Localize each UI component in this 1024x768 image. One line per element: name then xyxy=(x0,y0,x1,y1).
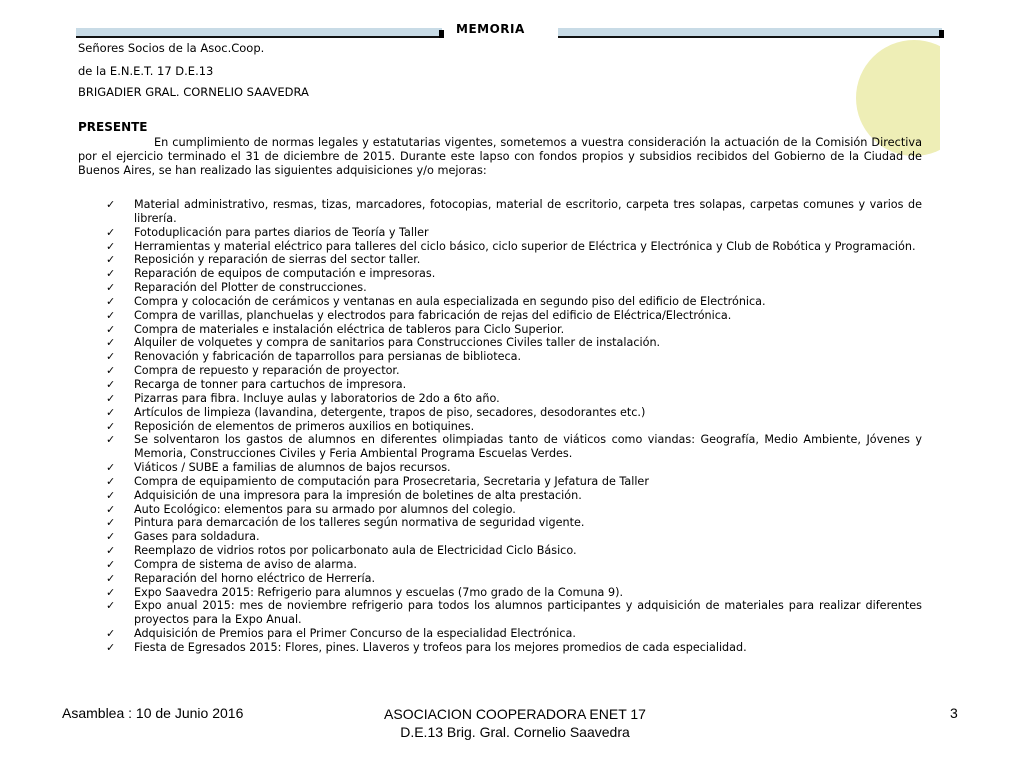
footer-assembly-date: Asamblea : 10 de Junio 2016 xyxy=(62,705,244,721)
check-icon: ✓ xyxy=(106,641,116,654)
list-item: ✓ Pizarras para fibra. Incluye aulas y laboratorios de 2do a 6to año. xyxy=(106,391,500,405)
footer-organization xyxy=(350,705,680,741)
list-item: ✓ Compra de equipamiento de computación para Prosecretaria, Secretaria y Jefatura de Taller xyxy=(106,474,649,488)
list-item: ✓ Reparación del Plotter de construcciones. xyxy=(106,281,367,295)
check-icon: ✓ xyxy=(106,585,116,599)
list-item: ✓ Compra de repuesto y reparación de proyector. xyxy=(106,364,400,378)
check-icon: ✓ xyxy=(106,225,116,239)
list-item: ✓ Material administrativo, resmas, tizas, marcadores, fotocopias, material de escritorio, carpeta tres solapas, carpetas comunes y varios de librería. xyxy=(106,198,922,225)
check-icon: ✓ xyxy=(106,544,116,558)
list-item: ✓ Viáticos / SUBE a familias de alumnos de bajos recursos. xyxy=(106,461,451,475)
list-item: ✓ Renovación y fabricación de taparrollos para persianas de biblioteca. xyxy=(106,350,522,364)
check-icon: ✓ xyxy=(106,377,116,391)
decorative-band xyxy=(940,0,1024,768)
intro-paragraph: En cumplimiento de normas legales y estatutarias vigentes, sometemos a vuestra consideración la actuación de la Comisión Directiva por el ejercicio terminado el 31 de diciembre de 2015. Durante este lapso con fondos propios y subsidios recibidos del Gobierno de la Ciudad de Buenos Aires, se han realizado las siguientes adquisiciones y/o mejoras: xyxy=(78,136,922,178)
acquisitions-list xyxy=(106,198,922,655)
check-icon: ✓ xyxy=(106,419,116,433)
list-item: ✓ Alquiler de volquetes y compra de sanitarios para Construcciones Civiles taller de instalación. xyxy=(106,336,661,350)
list-item: ✓ Adquisición de Premios para el Primer Concurso de la especialidad Electrónica. xyxy=(106,627,576,641)
list-item: ✓ Reposición y reparación de sierras del sector taller. xyxy=(106,253,421,267)
check-icon: ✓ xyxy=(106,516,116,530)
list-item: ✓ Expo Saavedra 2015: Refrigerio para alumnos y escuelas (7mo grado de la Comuna 9). xyxy=(106,585,623,599)
check-icon: ✓ xyxy=(106,391,116,405)
check-icon: ✓ xyxy=(106,433,116,447)
list-item: ✓ Se solventaron los gastos de alumnos en diferentes olimpiadas tanto de viáticos como viandas: Geografía, Medio Ambiente, Jóvenes y Memoria, Construcciones Civiles y Feria Ambiental Programa Escuelas Verdes. xyxy=(106,433,922,461)
list-item: ✓ Gases para soldadura. xyxy=(106,530,260,544)
check-icon: ✓ xyxy=(106,350,116,364)
check-icon: ✓ xyxy=(106,281,116,295)
check-icon: ✓ xyxy=(106,571,116,585)
list-item: ✓ Fiesta de Egresados 2015: Flores, pines. Llaveros y trofeos para los mejores promedios de cada especialidad. xyxy=(106,641,747,654)
salutation: PRESENTE xyxy=(78,120,148,134)
address-line-3: BRIGADIER GRAL. CORNELIO SAAVEDRA xyxy=(78,85,309,99)
check-icon: ✓ xyxy=(106,405,116,419)
list-item: ✓ Herramientas y material eléctrico para talleres del ciclo básico, ciclo superior de Eléctrica y Electrónica y Club de Robótica y Programación. xyxy=(106,239,916,253)
check-icon: ✓ xyxy=(106,502,116,516)
list-item: ✓ Compra y colocación de cerámicos y ventanas en aula especializada en segundo piso del edificio de Electrónica. xyxy=(106,294,766,308)
check-icon: ✓ xyxy=(106,336,116,350)
list-item: ✓ Reemplazo de vidrios rotos por policarbonato aula de Electricidad Ciclo Básico. xyxy=(106,544,577,558)
footer-organization-line-1: ASOCIACION COOPERADORA ENET 17 xyxy=(384,706,646,722)
check-icon: ✓ xyxy=(106,627,116,641)
list-item: ✓ Auto Ecológico: elementos para su armado por alumnos del colegio. xyxy=(106,502,516,516)
check-icon: ✓ xyxy=(106,364,116,378)
header-rule-left xyxy=(76,28,442,38)
check-icon: ✓ xyxy=(106,599,116,613)
footer-organization-line-2: D.E.13 Brig. Gral. Cornelio Saavedra xyxy=(400,724,630,740)
check-icon: ✓ xyxy=(106,253,116,267)
check-icon: ✓ xyxy=(106,198,116,211)
check-icon: ✓ xyxy=(106,557,116,571)
list-item: ✓ Expo anual 2015: mes de noviembre refrigerio para todos los alumnos participantes y adquisición de materiales para realizar diferentes proyectos para la Expo Anual. xyxy=(106,599,922,627)
check-icon: ✓ xyxy=(106,267,116,281)
list-item: ✓ Compra de varillas, planchuelas y electrodos para fabricación de rejas del edificio de Eléctrica/Electrónica. xyxy=(106,308,732,322)
address-line-2: de la E.N.E.T. 17 D.E.13 xyxy=(78,64,214,78)
list-item: ✓ Adquisición de una impresora para la impresión de boletines de alta prestación. xyxy=(106,488,582,502)
check-icon: ✓ xyxy=(106,488,116,502)
list-item: ✓ Compra de materiales e instalación eléctrica de tableros para Ciclo Superior. xyxy=(106,322,565,336)
list-item: ✓ Reparación del horno eléctrico de Herrería. xyxy=(106,571,376,585)
check-icon: ✓ xyxy=(106,322,116,336)
list-item: ✓ Fotoduplicación para partes diarios de Teoría y Taller xyxy=(106,225,429,239)
list-item: ✓ Artículos de limpieza (lavandina, detergente, trapos de piso, secadores, desodorantes etc.) xyxy=(106,405,646,419)
check-icon: ✓ xyxy=(106,239,116,253)
check-icon: ✓ xyxy=(106,308,116,322)
check-icon: ✓ xyxy=(106,530,116,544)
list-item: ✓ Pintura para demarcación de los talleres según normativa de seguridad vigente. xyxy=(106,516,585,530)
check-icon: ✓ xyxy=(106,474,116,488)
address-line-1: Señores Socios de la Asoc.Coop. xyxy=(78,41,265,55)
page-number: 3 xyxy=(950,705,958,721)
header-rule-right xyxy=(558,28,942,38)
list-item: ✓ Reparación de equipos de computación e impresoras. xyxy=(106,267,436,281)
check-icon: ✓ xyxy=(106,294,116,308)
list-item: ✓ Compra de sistema de aviso de alarma. xyxy=(106,557,357,571)
list-item: ✓ Recarga de tonner para cartuchos de impresora. xyxy=(106,377,407,391)
list-item: ✓ Reposición de elementos de primeros auxilios en botiquines. xyxy=(106,419,475,433)
memo-title: MEMORIA xyxy=(456,22,525,36)
check-icon: ✓ xyxy=(106,461,116,475)
